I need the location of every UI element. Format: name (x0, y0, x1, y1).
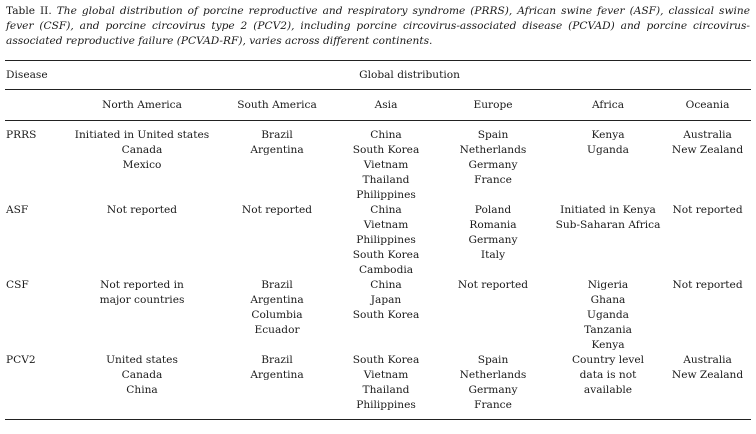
cell-line: Kenya (591, 339, 625, 351)
cell-line: Spain (477, 129, 509, 141)
table-row (5, 278, 751, 353)
cell-line: Ecuador (254, 324, 300, 336)
cell-line: Argentina (250, 369, 304, 381)
cell-line: Not reported (106, 204, 178, 216)
table-cell (338, 353, 434, 420)
cell-line: Not reported (672, 204, 743, 216)
cell-line: Philippines (356, 234, 416, 246)
cell-line: Germany (468, 234, 518, 246)
cell-line: Mexico (122, 159, 162, 171)
table-row (5, 353, 751, 420)
cell-line: Initiated in Kenya (560, 204, 656, 216)
cell-line: New Zealand (671, 144, 744, 156)
cell-line: South Korea (352, 354, 420, 366)
table-cell (338, 121, 434, 204)
header-continent: South America (237, 98, 317, 111)
header-continent: Europe (473, 98, 513, 111)
table-cell (552, 353, 664, 420)
cell-line: Sub-Saharan Africa (555, 219, 661, 231)
cell-line: China (370, 279, 402, 291)
cell-line: Uganda (587, 309, 629, 321)
cell-line: Columbia (251, 309, 303, 321)
table-cell (68, 121, 216, 204)
cell-line: Thailand (362, 384, 410, 396)
cell-line: Philippines (356, 399, 416, 411)
cell-line: Canada (121, 369, 163, 381)
cell-line: South Korea (352, 144, 420, 156)
cell-line: United states (106, 354, 178, 366)
cell-line: Kenya (591, 129, 625, 141)
cell-line: Netherlands (459, 369, 527, 381)
table-cell (216, 278, 338, 353)
table-cell (68, 353, 216, 420)
header-continent: Oceania (685, 98, 730, 111)
table-cell (552, 278, 664, 353)
caption-label: Table II. (6, 5, 52, 17)
table-cell (552, 203, 664, 278)
header-row-continents (5, 90, 751, 121)
cell-line: Philippines (356, 189, 416, 201)
table-row (5, 203, 751, 278)
disease-name: CSF (6, 279, 29, 291)
table-cell (664, 278, 751, 353)
cell-line: data is not (579, 369, 637, 381)
cell-line: France (474, 399, 512, 411)
table-cell (216, 121, 338, 204)
cell-line: Tanzania (584, 324, 632, 336)
table-cell (216, 353, 338, 420)
table-caption (6, 4, 750, 49)
table-cell (68, 203, 216, 278)
cell-line: Country level (571, 354, 645, 366)
cell-line: China (126, 384, 158, 396)
cell-line: Not reported (241, 204, 313, 216)
cell-line: Brazil (261, 279, 293, 291)
cell-line: Italy (480, 249, 506, 261)
table-row (5, 121, 751, 204)
cell-line: Brazil (261, 129, 293, 141)
cell-line: Argentina (250, 144, 304, 156)
table-cell (434, 203, 552, 278)
cell-line: Germany (468, 159, 518, 171)
table-cell (338, 278, 434, 353)
cell-line: China (370, 204, 402, 216)
table-cell (338, 203, 434, 278)
header-continent: North America (102, 98, 182, 111)
cell-line: Argentina (250, 294, 304, 306)
table-cell (434, 121, 552, 204)
cell-line: Vietnam (363, 159, 409, 171)
header-disease: Disease (6, 68, 48, 81)
cell-line: Spain (477, 354, 509, 366)
cell-line: South Korea (352, 309, 420, 321)
cell-line: Australia (683, 129, 732, 141)
cell-line: available (583, 384, 633, 396)
cell-line: Vietnam (363, 369, 409, 381)
caption-text: The global distribution of porcine reproductive and respiratory syndrome (PRRS), African swine fever (ASF), classical swine fever (CSF), and porcine circovirus type 2 (PCV2), including porcine circovirus-associated disease (PCVAD) and porcine circovirus-associated reproductive failure (PCVAD-RF), varies across different continents. (6, 5, 750, 47)
header-global-distribution: Global distribution (359, 68, 460, 81)
cell-line: Germany (468, 384, 518, 396)
header-empty-cell (5, 90, 68, 121)
cell-line: Nigeria (587, 279, 629, 291)
cell-line: New Zealand (671, 369, 744, 381)
distribution-table (5, 60, 751, 420)
cell-line: Japan (370, 294, 402, 306)
cell-line: Thailand (362, 174, 410, 186)
cell-line: France (474, 174, 512, 186)
cell-line: China (370, 129, 402, 141)
cell-line: Not reported (672, 279, 743, 291)
cell-line: Brazil (261, 354, 293, 366)
cell-line: Australia (683, 354, 732, 366)
disease-name: PRRS (6, 129, 37, 141)
table-cell (434, 278, 552, 353)
cell-line: South Korea (352, 249, 420, 261)
cell-line: Not reported in (100, 279, 184, 291)
cell-line: Initiated in United states (74, 129, 210, 141)
cell-line: Netherlands (459, 144, 527, 156)
header-continent: Asia (374, 98, 398, 111)
table-cell (216, 203, 338, 278)
cell-line: Poland (474, 204, 512, 216)
table-cell (664, 353, 751, 420)
cell-line: Romania (469, 219, 517, 231)
table-cell (664, 203, 751, 278)
disease-name: ASF (6, 204, 29, 216)
header-row-main (5, 61, 751, 90)
cell-line: Uganda (587, 144, 629, 156)
table-body (5, 121, 751, 420)
table-cell (68, 278, 216, 353)
cell-line: Vietnam (363, 219, 409, 231)
table-cell (552, 121, 664, 204)
header-continent: Africa (591, 98, 625, 111)
table-cell (434, 353, 552, 420)
cell-line: Cambodia (358, 264, 414, 276)
cell-line: Canada (121, 144, 163, 156)
table-cell (664, 121, 751, 204)
cell-line: major countries (99, 294, 185, 306)
cell-line: Ghana (590, 294, 626, 306)
disease-name: PCV2 (6, 354, 36, 366)
cell-line: Not reported (457, 279, 529, 291)
